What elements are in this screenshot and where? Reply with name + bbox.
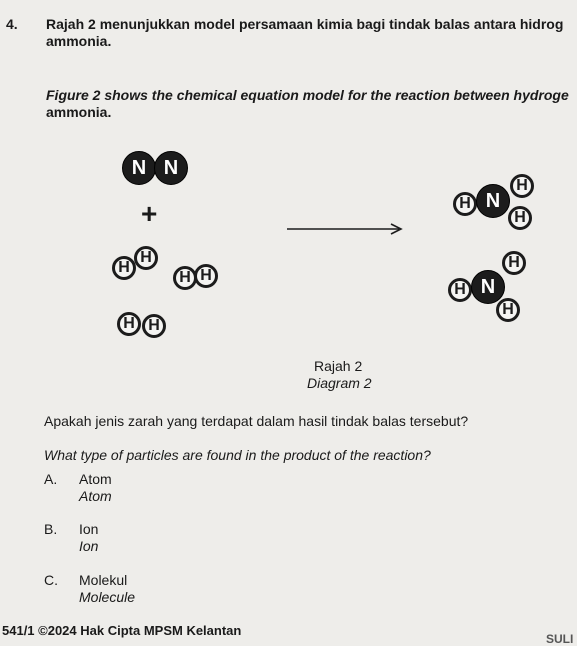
footer-corner-text: SULI bbox=[546, 632, 574, 646]
plus-sign: + bbox=[141, 198, 158, 229]
option-letter: B. bbox=[44, 521, 58, 537]
question-text-malay-line1: Rajah 2 menunjukkan model persamaan kimia bagi tindak balas antara hidrog bbox=[46, 16, 564, 32]
prompt-english: What type of particles are found in the product of the reaction? bbox=[44, 447, 431, 463]
nitrogen-atom: N bbox=[122, 151, 156, 185]
nitrogen-atom: N bbox=[471, 270, 505, 304]
hydrogen-atom: H bbox=[173, 266, 197, 290]
nitrogen-atom: N bbox=[476, 184, 510, 218]
footer-code: 541/1 ©2024 Hak Cipta MPSM Kelantan bbox=[2, 623, 242, 638]
option-text-malay: Molekul bbox=[79, 572, 128, 588]
hydrogen-atom: H bbox=[117, 312, 141, 336]
hydrogen-atom: H bbox=[134, 246, 158, 270]
hydrogen-atom: H bbox=[502, 251, 526, 275]
hydrogen-atom: H bbox=[510, 174, 534, 198]
hydrogen-atom: H bbox=[508, 206, 532, 230]
question-text-english-line1: Figure 2 shows the chemical equation model for the reaction between hydroge bbox=[46, 87, 569, 103]
hydrogen-atom: H bbox=[453, 192, 477, 216]
reaction-arrow bbox=[285, 222, 407, 236]
option-c[interactable] bbox=[0, 571, 300, 611]
option-text-english: Atom bbox=[79, 488, 112, 504]
option-b[interactable] bbox=[0, 520, 300, 560]
nitrogen-atom: N bbox=[154, 151, 188, 185]
option-a[interactable] bbox=[0, 470, 300, 510]
hydrogen-atom: H bbox=[448, 278, 472, 302]
question-text-malay-line2: ammonia. bbox=[46, 33, 112, 49]
option-text-malay: Ion bbox=[79, 521, 99, 537]
diagram-caption-malay: Rajah 2 bbox=[314, 358, 363, 374]
diagram-caption-english: Diagram 2 bbox=[307, 375, 372, 391]
option-text-english: Ion bbox=[79, 538, 99, 554]
option-letter: A. bbox=[44, 471, 58, 487]
prompt-malay: Apakah jenis zarah yang terdapat dalam hasil tindak balas tersebut? bbox=[44, 413, 469, 429]
hydrogen-atom: H bbox=[142, 314, 166, 338]
option-letter: C. bbox=[44, 572, 58, 588]
question-number: 4. bbox=[6, 16, 18, 32]
option-text-malay: Atom bbox=[79, 471, 112, 487]
hydrogen-atom: H bbox=[112, 256, 136, 280]
hydrogen-atom: H bbox=[496, 298, 520, 322]
hydrogen-atom: H bbox=[194, 264, 218, 288]
reaction-diagram bbox=[0, 140, 577, 340]
question-text-english-line2: ammonia. bbox=[46, 104, 112, 120]
option-text-english: Molecule bbox=[79, 589, 136, 605]
